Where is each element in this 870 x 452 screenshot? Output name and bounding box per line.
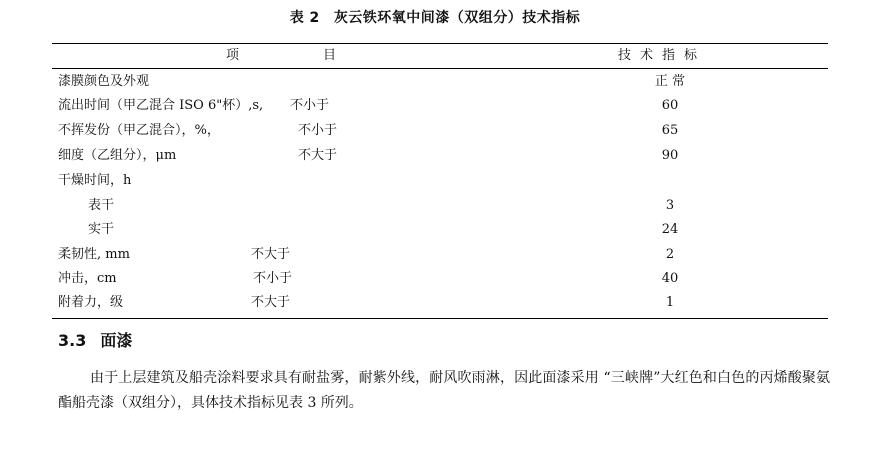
table-caption-number: 表 2	[289, 10, 320, 26]
table-header-item-char-2: 目	[323, 48, 337, 63]
row-label: 细度（乙组分），μm	[58, 148, 177, 163]
table-caption-title: 灰云铁环氧中间漆（双组分）技术指标	[333, 10, 581, 26]
table-header-item	[226, 47, 336, 65]
row-condition: 不小于	[253, 271, 293, 286]
row-label: 柔韧性, mm	[58, 247, 130, 262]
table-row: 不挥发份（甲乙混合），%， 不小于 65	[0, 119, 870, 143]
table-row: 附着力，级 不大于 1	[0, 291, 870, 315]
row-label: 冲击，cm	[58, 271, 117, 286]
table-bottom-rule	[52, 318, 828, 319]
table-header-spec: 技术指标	[618, 48, 707, 63]
table-row: 实干 24	[0, 218, 870, 242]
table-header-rule	[52, 68, 828, 69]
table-row: 漆膜颜色及外观 正 常	[0, 70, 870, 94]
table-row: 细度（乙组分），μm 不大于 90	[0, 144, 870, 168]
row-label: 干燥时间，h	[58, 173, 132, 188]
body-paragraph: 由于上层建筑及船壳涂料要求具有耐盐雾，耐紫外线，耐风吹雨淋，因此面漆采用 “三峡牌”大红色和白色的丙烯酸聚氨酯船壳漆（双组分），具体技术指标见表 3 所列。	[58, 370, 830, 411]
row-label: 实干	[88, 222, 115, 237]
row-label: 附着力，级	[58, 295, 124, 310]
section-heading	[58, 330, 132, 352]
section-title: 面漆	[100, 331, 133, 350]
table-row: 冲击，cm 不小于 40	[0, 267, 870, 291]
row-condition: 不小于	[298, 123, 338, 138]
row-condition: 不大于	[251, 295, 291, 310]
table-caption	[0, 8, 870, 28]
row-condition: 不大于	[298, 148, 338, 163]
table-row	[0, 169, 870, 193]
table-row: 柔韧性, mm 不大于 2	[0, 243, 870, 267]
row-label: 表干	[88, 198, 115, 213]
section-number: 3.3	[58, 331, 87, 350]
row-condition: 不小于	[290, 98, 330, 113]
row-label: 流出时间（甲乙混合 ISO 6"杯）,s,	[58, 98, 264, 113]
row-label: 漆膜颜色及外观	[58, 74, 150, 89]
table-header-item-char-1: 项	[226, 48, 240, 63]
table-top-rule	[52, 43, 828, 44]
table-row: 表干 3	[0, 194, 870, 218]
row-label: 不挥发份（甲乙混合），%，	[58, 123, 220, 138]
table-row: 流出时间（甲乙混合 ISO 6"杯）,s, 不小于 60	[0, 94, 870, 118]
row-condition: 不大于	[251, 247, 291, 262]
